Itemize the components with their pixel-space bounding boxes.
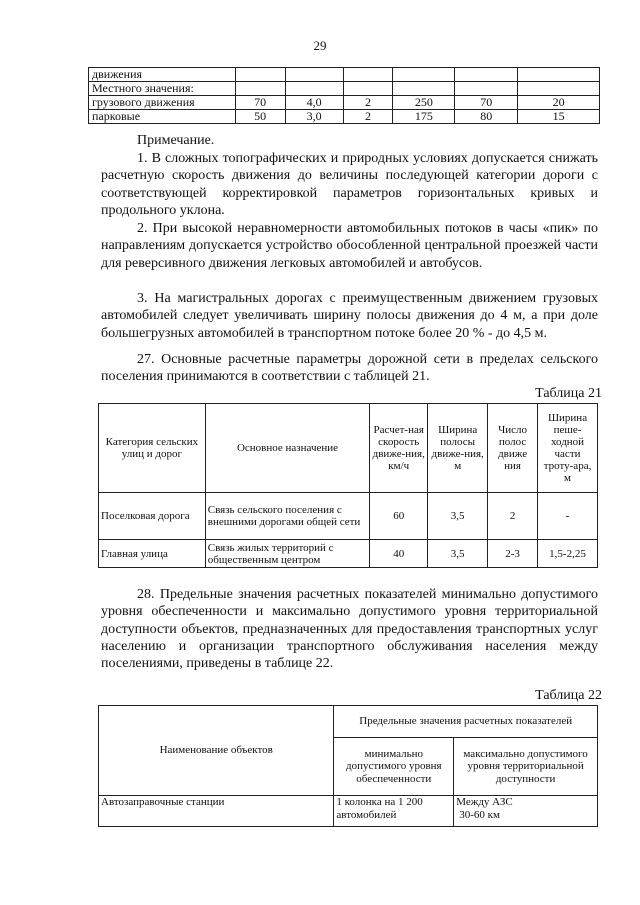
- table-21-caption: Таблица 21: [535, 386, 602, 401]
- note-paragraph-2: 2. При высокой неравномерности автомобильных потоков в часы «пик» по направлениям допускается устройство обособленной центральной проезжей части для реверсивного движения легковых автомобилей и автобусов.: [101, 221, 598, 271]
- table-row: [99, 796, 598, 827]
- table-cell: [518, 82, 600, 96]
- note-title: Примечание.: [137, 133, 215, 148]
- table-cell: Автозаправочные станции: [99, 796, 334, 827]
- note-paragraph-1: 1. В сложных топографических и природных условиях допускается снижать расчетную скорость движения до величины последующей категории дороги с соответствующей корректировкой параметров горизонтальных кривых и продольного уклона.: [101, 151, 598, 218]
- table-cell: 2-3: [488, 540, 538, 568]
- table-cell: [454, 796, 598, 827]
- table-header-row: [99, 404, 598, 493]
- table-row: [89, 68, 600, 82]
- table-cell: 40: [370, 540, 428, 568]
- table-21: [98, 403, 598, 568]
- table-22-caption: Таблица 22: [535, 688, 602, 703]
- column-header: Ширина полосы движе-ния, м: [428, 404, 488, 493]
- table-cell: 1,5-2,25: [538, 540, 598, 568]
- table-cell: [334, 796, 454, 827]
- table-row: [99, 493, 598, 540]
- table-cell: [455, 82, 518, 96]
- paragraph-28: 28. Предельные значения расчетных показателей минимально допустимого уровня обеспеченности и максимально допустимого уровня территориальной доступности объектов, предназначенных для предоставления транспортных услуг населению и организации транспортного обслуживания населения между поселениями, приведены в таблице 22.: [101, 587, 598, 672]
- cell-line: 1 колонка на 1 200: [336, 796, 423, 808]
- table-cell: 3,0: [285, 110, 343, 124]
- note-paragraph-3: 3. На магистральных дорогах с преимущественным движением грузовых автомобилей следует увеличивать ширину полосы движения до 4 м, а при доле большегрузных автомобилей в транспортном потоке более 20 % - до 4,5 м.: [101, 291, 598, 341]
- column-header: Расчет-ная скорость движе-ния, км/ч: [370, 404, 428, 493]
- table-22: [98, 705, 598, 827]
- table-header-row: [99, 706, 598, 738]
- row-label: грузового движения: [89, 96, 236, 110]
- table-row: [89, 96, 600, 110]
- table-cell: 175: [393, 110, 455, 124]
- table-row: [99, 540, 598, 568]
- row-label: парковые: [89, 110, 236, 124]
- table-cell: -: [538, 493, 598, 540]
- table-row: [89, 82, 600, 96]
- column-header: Ширина пеше-ходной части троту-ара, м: [538, 404, 598, 493]
- table-cell: 2: [343, 96, 393, 110]
- table-cell: [518, 68, 600, 82]
- column-header: максимально допустимого уровня территориальной доступности: [454, 738, 598, 796]
- row-label: Местного значения:: [89, 82, 236, 96]
- cell-line: 30-60 км: [459, 808, 500, 821]
- row-label: движения: [89, 68, 236, 82]
- table-cell: 70: [455, 96, 518, 110]
- table-cell: 50: [235, 110, 285, 124]
- table-cell: 2: [488, 493, 538, 540]
- table-cell: [455, 68, 518, 82]
- table-cell: 80: [455, 110, 518, 124]
- column-header: Число полос движе ния: [488, 404, 538, 493]
- column-header: Наименование объектов: [99, 706, 334, 796]
- table-cell: [343, 68, 393, 82]
- table-cell: 70: [235, 96, 285, 110]
- table-cell: 60: [370, 493, 428, 540]
- column-group-header: Предельные значения расчетных показателей: [334, 706, 598, 738]
- column-header: минимально допустимого уровня обеспеченности: [334, 738, 454, 796]
- table-cell: [285, 68, 343, 82]
- table-cell: Поселковая дорога: [99, 493, 206, 540]
- table-cell: [285, 82, 343, 96]
- cell-line: автомобилей: [336, 808, 397, 821]
- table-cell: 2: [343, 110, 393, 124]
- table-cell: Главная улица: [99, 540, 206, 568]
- table-cell: 3,5: [428, 540, 488, 568]
- table-cell: Связь сельского поселения с внешними дорогами общей сети: [205, 493, 370, 540]
- table-cell: 15: [518, 110, 600, 124]
- table-cell: 250: [393, 96, 455, 110]
- table-cell: 3,5: [428, 493, 488, 540]
- table-cell: [393, 68, 455, 82]
- table-cell: 20: [518, 96, 600, 110]
- cell-line: Между АЗС: [456, 796, 513, 808]
- table-cell: Связь жилых территорий с общественным центром: [205, 540, 370, 568]
- paragraph-27: 27. Основные расчетные параметры дорожной сети в пределах сельского поселения принимаются в соответствии с таблицей 21.: [101, 352, 598, 385]
- table-cell: [235, 82, 285, 96]
- table-cell: 4,0: [285, 96, 343, 110]
- column-header: Категория сельских улиц и дорог: [99, 404, 206, 493]
- column-header: Основное назначение: [205, 404, 370, 493]
- table-row: [89, 110, 600, 124]
- table-cell: [235, 68, 285, 82]
- table-cell: [343, 82, 393, 96]
- page-number: 29: [313, 38, 327, 53]
- table-cell: [393, 82, 455, 96]
- top-table-fragment: [88, 67, 600, 124]
